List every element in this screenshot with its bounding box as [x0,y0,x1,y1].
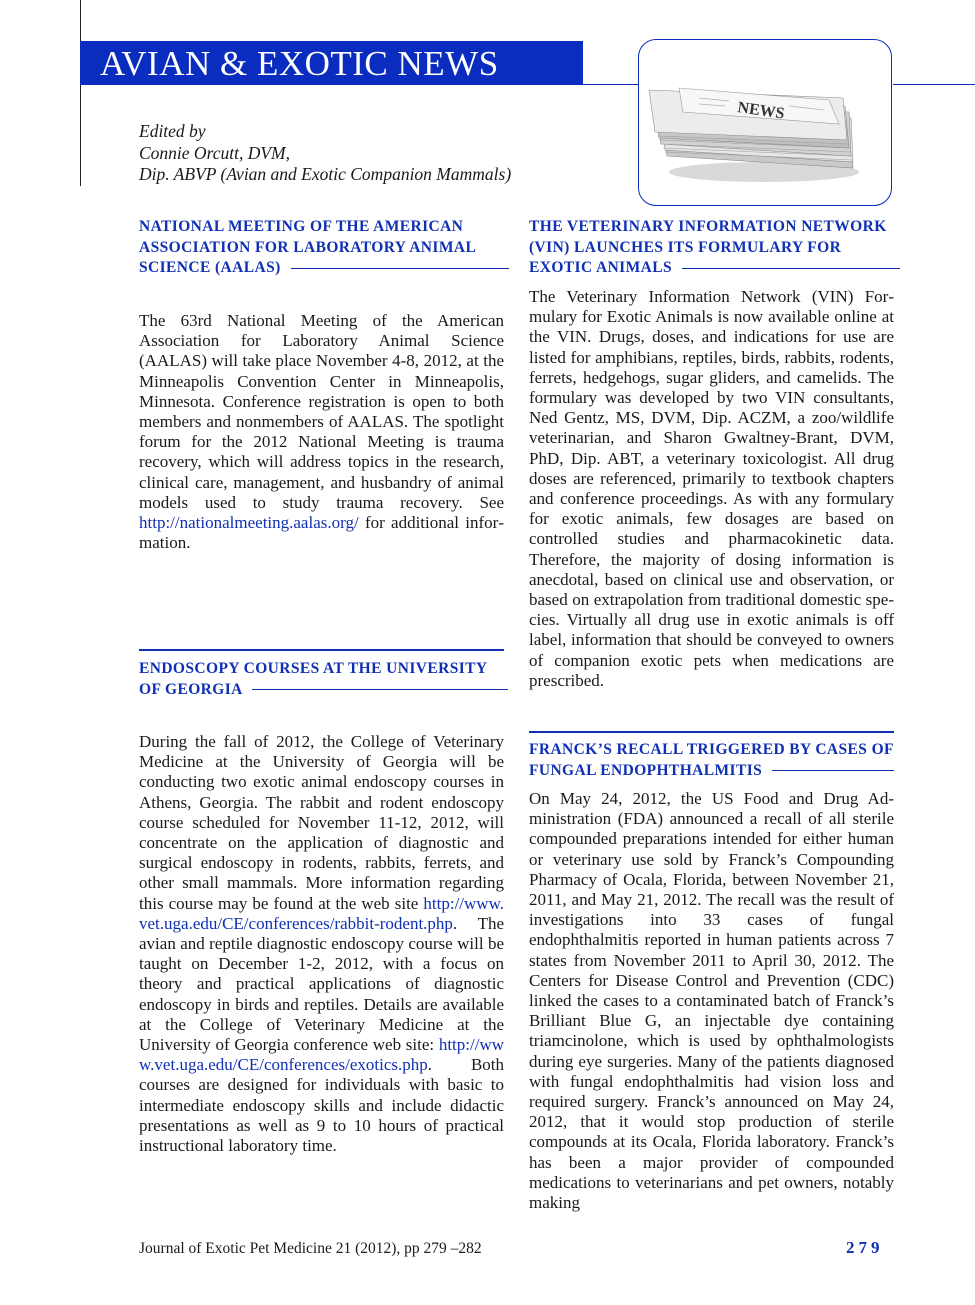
heading-rule [291,268,509,269]
heading-line-with-rule [529,258,894,279]
article-endoscopy [139,659,504,700]
editor-line-3: Dip. ABVP (Avian and Exotic Companion Mammals) [139,164,512,184]
journal-citation: Journal of Exotic Pet Medicine 21 (2012), pp 279 –282 [139,1240,482,1257]
left-margin-rule [80,0,81,186]
article-vin-body [529,287,894,691]
heading-line: THE VETERINARY INFORMATION NETWORK [529,218,887,235]
heading-line: EXOTIC ANIMALS [529,259,672,276]
body-text: . The avian and reptile diagnostic endoscopy course will be taught on December 1-2, 2012, with a focus on theory and practical applications of diagnostic endoscopy in birds and reptiles. Details are available at the College of Veterinary Medicine at the University of Georgia conference web site: [139,913,504,1055]
heading-line: NATIONAL MEETING OF THE AMERICAN [139,218,464,235]
article-aalas [139,217,504,279]
body-text: On May 24, 2012, the US Food and Drug Administration (FDA) announced a recall of all sterile compounded preparations intended for either human or veterinary use sold by Franck’s Compounding Pharmacy of Ocala, Florida, between November 21, 2011, and May 21, 2012. The recall was the result of investigations into 33 cases of fungal endophthalmitis reported in human patients across 7 states from November 2011 to April 30, 2012. The Centers for Disease Control and Prevention (CDC) linked the cases to a contaminated batch of Franck’s Brilliant Blue G, an injectable dye containing triamcinolone, which is used by ophthalmologists during eye surgeries. Many of the patients diagnosed with fungal endophthalmitis had vision loss and required surgery. Franck’s announced on May 24, 2012, that it would stop production of sterile compounds at its Ocala, Florida laboratory. Franck’s has been a major provider of compounded medications to veterinarians and pet owners, notably making [529,789,894,1213]
exotics-course-link[interactable]: http://www.vet.uga.edu/CE/conferences/exotics.php [139,1035,504,1075]
rabbit-rodent-link[interactable]: http://www.vet.uga.edu/CE/conferences/rabbit-rodent.php [139,893,504,933]
newspaper-photo [638,39,892,206]
page-number: 279 [846,1238,884,1257]
article-vin [529,217,894,279]
editor-line-2: Connie Orcutt, DVM, [139,142,290,163]
banner-rule-right [893,84,975,85]
article-franck-heading [529,740,894,781]
section-title: AVIAN & EXOTIC NEWS [100,44,499,83]
article-franck [529,740,894,781]
article-aalas-body [139,311,504,553]
heading-line: ENDOSCOPY COURSES AT THE UNIVERSITY [139,660,488,677]
body-text: . Both courses are designed for individuals with basic to intermediate endoscopy skills and include didactic presentations as well as 9 to 10 hours of practical instructional laboratory time. [139,1055,504,1156]
body-text: The 63rd National Meeting of the American Association for Laboratory Animal Science (AALAS) will take place November 4-8, 2012, at the Minneapolis Convention Center in Minneapolis, Minnesota. Conference registration is open to both members and nonmembers of AALAS. The spotlight forum for the 2012 National Meeting is trauma recovery, which will address topics in the research, clinical care, management, and husbandry of animal models used to study trauma recovery. See [139,311,504,512]
editor-credit [139,121,511,186]
section-separator [529,731,894,733]
heading-line: OF GEORGIA [139,680,242,698]
banner-rule [583,84,638,85]
body-text: During the fall of 2012, the College of Veterinary Medicine at the University of Georgia will be conducting two exotic animal endoscopy courses in Athens, Georgia. The rabbit and rodent endoscopy course scheduled for November 11-12, 2012, will concentrate on the application of diagnostic and surgical endoscopy in rodents, rabbits, ferrets, and other small mammals. More information regarding this course may be found at the web site [139,732,504,913]
heading-line: SCIENCE (AALAS) [139,259,281,276]
article-endoscopy-heading [139,659,504,700]
heading-line-with-rule [139,258,504,279]
body-text: for additional information. [139,513,504,553]
heading-rule [772,770,894,771]
editor-line-1: Edited by [139,121,206,141]
heading-line: (VIN) LAUNCHES ITS FORMULARY FOR [529,238,842,256]
heading-rule [252,689,508,690]
heading-line-with-rule [529,761,894,782]
section-separator [139,649,504,651]
article-aalas-heading [139,217,504,279]
article-vin-heading [529,217,894,279]
aalas-link[interactable]: http://nationalmeeting.aalas.org/ [139,513,359,533]
article-endoscopy-body [139,732,504,1156]
heading-rule [682,268,900,269]
newspaper-stack-icon [639,40,892,206]
heading-line: FRANCK’S RECALL TRIGGERED BY CASES OF [529,741,894,758]
heading-line: ASSOCIATION FOR LABORATORY ANIMAL [139,238,477,256]
body-text: The Veterinary Information Network (VIN) Formulary for Exotic Animals is now available online at the VIN. Drugs, doses, and indications for use are listed for amphibians, reptiles, birds, rabbits, rodents, ferrets, hedgehogs, sugar gliders, and camelids. The formulary was developed by two VIN consultants, Ned Gentz, MS, DVM, Dip. ACZM, a zoo/wildlife veterinarian, and Sharon Gwaltney-Brant, DVM, PhD, Dip. ABT, a veterinary toxicologist. All drug doses are referenced, primarily to textbook chapters and conference proceedings. As with any formulary for exotic animals, few dosages are based on controlled studies and pharmacokinetic data. Therefore, the majority of dosing information is anecdotal, based on clinical use and observation, or based on extrapolation from traditional domestic species. Virtually all drug use in exotic animals is off label, information that should be conveyed to owners of companion exotic pets when medications are prescribed. [529,287,894,690]
heading-line-with-rule [139,680,504,701]
article-franck-body [529,789,894,1213]
news-word: NEWS [736,99,786,123]
heading-line: FUNGAL ENDOPHTHALMITIS [529,761,763,779]
